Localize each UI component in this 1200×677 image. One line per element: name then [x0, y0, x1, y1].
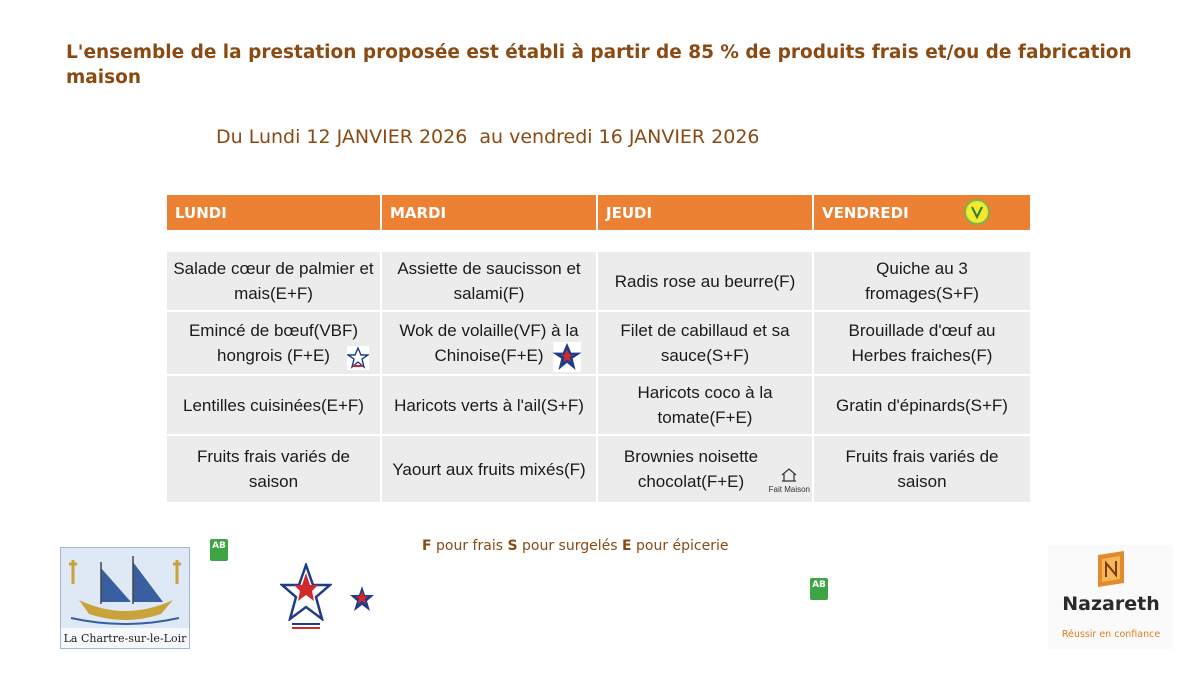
day-header-jeudi: JEUDI: [598, 195, 812, 230]
legend-key-frais: F: [422, 538, 432, 554]
menu-cell-vendredi-plat: Brouillade d'œuf au Herbes fraiches(F): [814, 312, 1030, 374]
volaille-francaise-icon: [552, 342, 582, 372]
nazareth-name: Nazareth: [1062, 593, 1160, 615]
menu-cell-jeudi-entree: Radis rose au beurre(F): [598, 252, 812, 310]
day-header-vendredi-label: VENDREDI: [822, 203, 909, 222]
menu-cell-lundi-dessert: Fruits frais variés de saison: [167, 436, 380, 502]
menu-cell-jeudi-plat: Filet de cabillaud et sa sauce(S+F): [598, 312, 812, 374]
menu-cell-vendredi-entree: Quiche au 3 fromages(S+F): [814, 252, 1030, 310]
viande-bovine-francaise-logo: [280, 563, 332, 633]
volaille-francaise-logo: [349, 585, 375, 613]
nazareth-logo: [1048, 545, 1174, 649]
menu-cell-mardi-accompagnement: Haricots verts à l'ail(S+F): [382, 376, 596, 434]
day-header-lundi: LUNDI: [167, 195, 380, 230]
menu-period: Du Lundi 12 JANVIER 2026 au vendredi 16 JANVIER 2026: [216, 126, 760, 148]
menu-cell-mardi-dessert: Yaourt aux fruits mixés(F): [382, 436, 596, 502]
house-icon: [779, 467, 799, 483]
town-name: La Chartre-sur-le-Loir: [63, 632, 187, 645]
legend-key-epicerie: E: [621, 538, 632, 554]
legend: [422, 538, 729, 554]
fait-maison-label: Fait Maison: [768, 485, 810, 494]
menu-cell-jeudi-accompagnement: Haricots coco à la tomate(F+E): [598, 376, 812, 434]
agriculture-biologique-logo: AB: [810, 578, 828, 600]
viande-bovine-francaise-icon: [347, 346, 369, 370]
menu-cell-vendredi-dessert: Fruits frais variés de saison: [814, 436, 1030, 502]
day-header-vendredi: [814, 195, 1030, 230]
menu-cell-vendredi-accompagnement: Gratin d'épinards(S+F): [814, 376, 1030, 434]
menu-cell-lundi-accompagnement: Lentilles cuisinées(E+F): [167, 376, 380, 434]
legend-text-epicerie: pour épicerie: [631, 538, 729, 554]
legend-key-surgeles: S: [507, 538, 518, 554]
weekly-menu-table: [167, 195, 1030, 504]
menu-cell-lundi-plat: [167, 312, 380, 374]
sailing-ship-icon: [61, 548, 189, 628]
legend-text-frais: pour frais: [431, 538, 508, 554]
spacer: [598, 230, 812, 252]
fait-maison-badge: [769, 467, 810, 494]
spacer: [814, 230, 1030, 252]
nazareth-tagline: Réussir en confiance: [1061, 629, 1161, 640]
menu-cell-mardi-entree: Assiette de saucisson et salami(F): [382, 252, 596, 310]
menu-cell-jeudi-dessert-text: Brownies noisette chocolat(F+E): [623, 447, 759, 491]
legend-text-surgeles: pour surgelés: [517, 538, 622, 554]
page-headline: L'ensemble de la prestation proposée est établi à partir de 85 % de produits frais et/ou de fabrication maison: [66, 42, 1132, 88]
spacer: [382, 230, 596, 252]
day-header-mardi: MARDI: [382, 195, 596, 230]
menu-cell-jeudi-dessert: [598, 436, 812, 502]
menu-cell-mardi-plat: [382, 312, 596, 374]
vegetarian-v-icon: [964, 199, 990, 225]
town-logo: [60, 547, 190, 649]
spacer: [167, 230, 380, 252]
menu-cell-mardi-plat-text: Wok de volaille(VF) à la Chinoise(F+E): [399, 321, 579, 365]
nazareth-emblem-icon: [1094, 549, 1128, 589]
menu-cell-lundi-plat-text: Emincé de bœuf(VBF) hongrois (F+E): [188, 321, 359, 365]
menu-cell-lundi-entree: Salade cœur de palmier et mais(E+F): [167, 252, 380, 310]
agriculture-biologique-logo: AB: [210, 539, 228, 561]
